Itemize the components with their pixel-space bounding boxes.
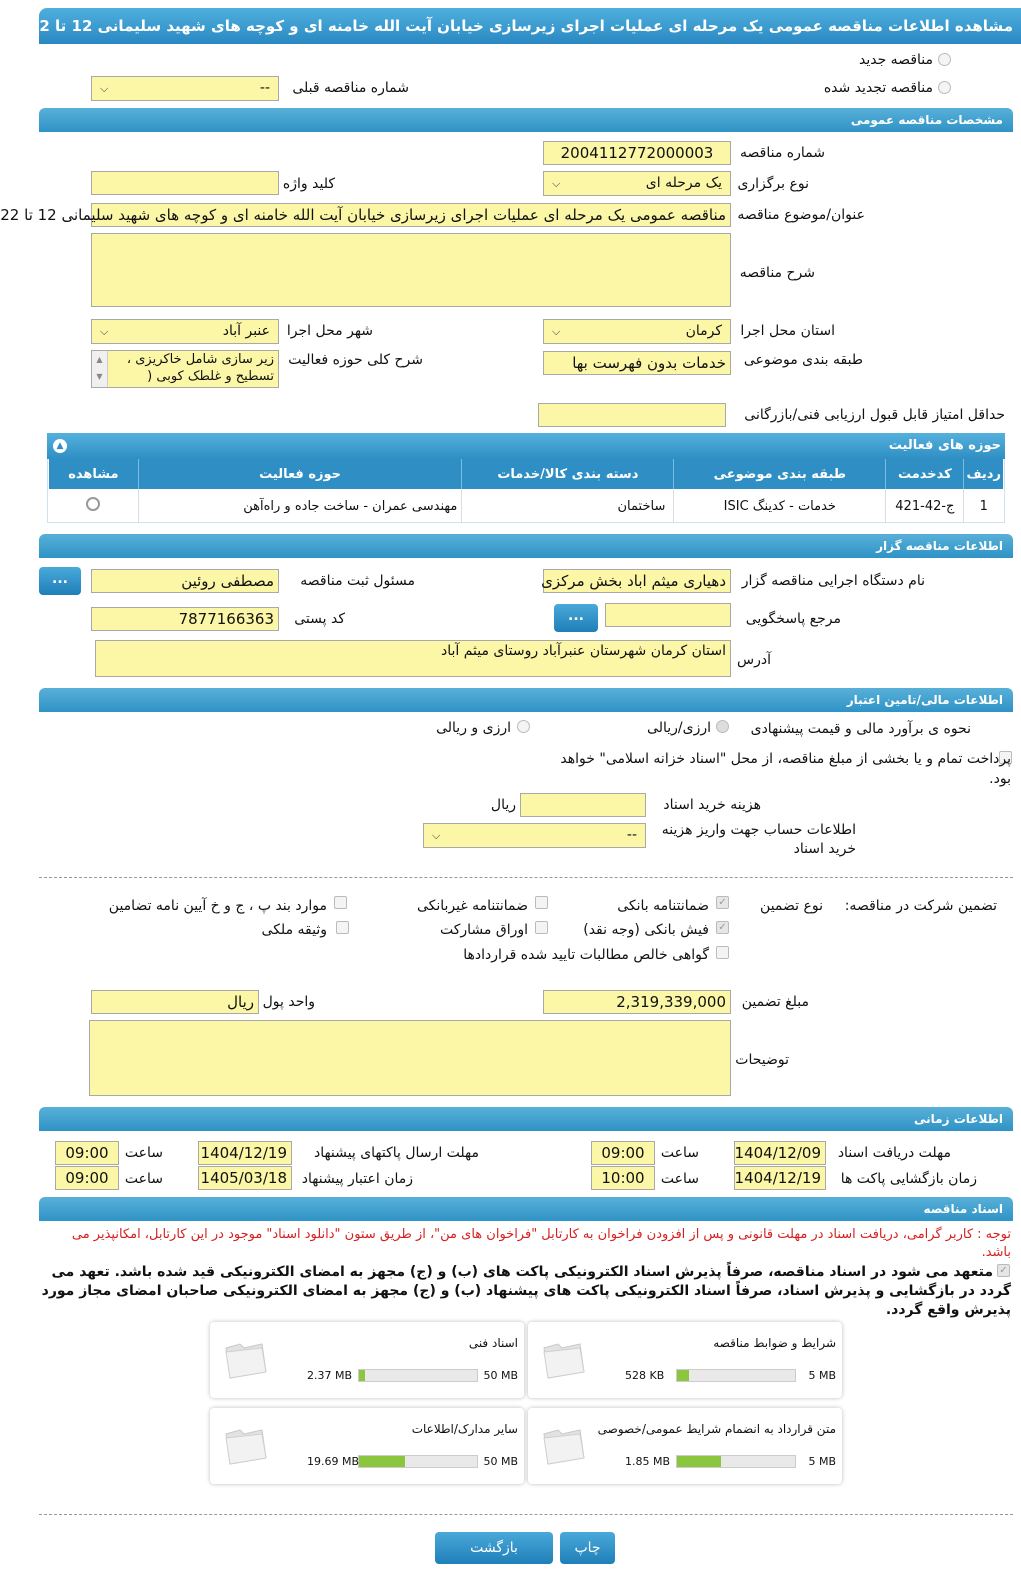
doc-card[interactable] bbox=[528, 1322, 842, 1398]
cell-view[interactable] bbox=[49, 489, 138, 523]
doc-name: سایر مدارک/اطلاعات bbox=[411, 1422, 518, 1436]
chevron-down-icon: ⌵ bbox=[100, 325, 109, 338]
account-value: -- bbox=[626, 827, 637, 843]
treasury-text: پرداخت تمام و یا بخشی از مبلغ مناقصه، از محل "اسناد خزانه اسلامی" خواهد بود. bbox=[560, 751, 1011, 787]
folder-icon bbox=[222, 1336, 268, 1382]
doc-fee-unit: ریال bbox=[490, 797, 516, 813]
progress-fill bbox=[677, 1456, 721, 1467]
validity-date: 1405/03/18 bbox=[198, 1166, 292, 1190]
col-field: حوزه فعالیت bbox=[138, 459, 462, 489]
print-button[interactable]: چاپ bbox=[560, 1532, 615, 1564]
doc-name: اسناد فنی bbox=[468, 1336, 518, 1350]
city-label: شهر محل اجرا bbox=[286, 323, 373, 339]
activity-desc-field bbox=[91, 350, 279, 388]
doc-card[interactable] bbox=[528, 1408, 842, 1484]
subject-label: عنوان/موضوع مناقصه bbox=[737, 207, 865, 223]
non-bank-guarantee-label: ضمانتنامه غیربانکی bbox=[416, 898, 528, 914]
col-row: ردیف bbox=[964, 459, 1003, 489]
ref-more-button[interactable]: ... bbox=[554, 604, 598, 632]
claims-checkbox[interactable] bbox=[716, 946, 729, 959]
property-checkbox[interactable] bbox=[336, 921, 349, 934]
bonds-checkbox[interactable] bbox=[535, 921, 548, 934]
guarantee-title: تضمین شرکت در مناقصه: bbox=[844, 898, 997, 914]
doc-fee-field bbox=[520, 793, 646, 817]
chevron-down-icon: ⌵ bbox=[432, 829, 441, 842]
cell-category: خدمات - کدینگ ISIC bbox=[674, 489, 886, 523]
chevron-down-icon: ⌵ bbox=[100, 82, 109, 95]
both-radio[interactable] bbox=[517, 720, 530, 733]
doc-max-size: 5 MB bbox=[808, 1455, 836, 1468]
holding-type-label: نوع برگزاری bbox=[737, 176, 809, 192]
registrar-more-button[interactable]: ... bbox=[39, 567, 81, 595]
commitment-text: متعهد می شود در اسناد مناقصه، صرفاً پذیرش اسناد الکترونیکی پاکت های (ب) و (ج) مجهز به امضای الکترونیکی قید شده باشد. تعهد می گردد در بازگشایی و پذیرش اسناد، صرفاً اسناد الکترونیکی پاکت های پیشنهاد (ب) و (ج) مجهز به امضای الکترونیکی صاحبان امضای مجاز مورد پذیرش واقع گردد. bbox=[41, 1264, 1011, 1318]
non-bank-guarantee-checkbox[interactable] bbox=[535, 896, 548, 909]
timing-section-header: اطلاعات زمانی bbox=[39, 1107, 1013, 1131]
renewed-tender-label: مناقصه تجدید شده bbox=[823, 80, 933, 96]
bonds-label: اوراق مشارکت bbox=[439, 922, 528, 938]
cell-row: 1 bbox=[964, 489, 1003, 523]
validity-time: 09:00 bbox=[55, 1166, 119, 1190]
validity-label: زمان اعتبار پیشنهاد bbox=[301, 1171, 413, 1187]
postal-field: 7877166363 bbox=[91, 607, 279, 631]
send-deadline-time: 09:00 bbox=[55, 1141, 119, 1165]
prev-tender-select[interactable] bbox=[91, 76, 279, 101]
col-group: دسته بندی کالا/خدمات bbox=[462, 459, 674, 489]
new-tender-radio[interactable] bbox=[938, 53, 951, 66]
description-field bbox=[91, 233, 731, 307]
col-view: مشاهده bbox=[68, 466, 119, 482]
doc-card[interactable] bbox=[210, 1408, 524, 1484]
divider bbox=[39, 1514, 1013, 1515]
doc-name: شرایط و ضوابط مناقصه bbox=[713, 1336, 836, 1350]
clauses-label: موارد بند پ ، ج و خ آیین نامه تضامین bbox=[108, 898, 327, 914]
min-score-label: حداقل امتیاز قابل قبول ارزیابی فنی/بازرگانی bbox=[744, 407, 1005, 423]
holding-type-select[interactable] bbox=[543, 171, 731, 196]
new-tender-label: مناقصه جدید bbox=[858, 52, 933, 68]
activities-header bbox=[47, 433, 1005, 459]
progress-fill bbox=[359, 1456, 405, 1467]
doc-deadline-date: 1404/12/09 bbox=[734, 1141, 826, 1165]
bank-receipt-label: فیش بانکی (وجه نقد) bbox=[583, 922, 709, 938]
description-label: شرح مناقصه bbox=[739, 265, 815, 281]
doc-max-size: 50 MB bbox=[483, 1369, 518, 1382]
chevron-down-icon: ⌵ bbox=[552, 325, 561, 338]
min-score-field bbox=[538, 403, 726, 427]
address-label: آدرس bbox=[737, 652, 771, 668]
progress-fill bbox=[677, 1370, 689, 1381]
doc-name: متن قرارداد به انضمام شرایط عمومی/خصوصی bbox=[597, 1422, 836, 1436]
doc-size: 19.69 MB bbox=[307, 1455, 360, 1468]
activity-desc-value: زیر سازی شامل خاکریزی ، تسطیح و غلطک کوبی ( bbox=[126, 352, 274, 384]
table-row bbox=[49, 489, 1003, 523]
renewed-tender-radio[interactable] bbox=[938, 81, 951, 94]
activities-table bbox=[49, 459, 1003, 523]
doc-max-size: 5 MB bbox=[808, 1369, 836, 1382]
collapse-icon[interactable]: ▲ bbox=[53, 439, 67, 453]
opening-time: 10:00 bbox=[591, 1166, 655, 1190]
documents-section-header: اسناد مناقصه bbox=[39, 1197, 1013, 1221]
folder-icon bbox=[222, 1422, 268, 1468]
back-button[interactable]: بازگشت bbox=[435, 1532, 553, 1564]
claims-label: گواهی خالص مطالبات تایید شده قراردادها bbox=[463, 947, 709, 963]
send-deadline-date: 1404/12/19 bbox=[198, 1141, 292, 1165]
progress-bar bbox=[358, 1369, 478, 1382]
city-select[interactable] bbox=[91, 319, 279, 344]
progress-bar bbox=[358, 1455, 478, 1468]
doc-deadline-time: 09:00 bbox=[591, 1141, 655, 1165]
rial-option-label: ارزی/ریالی bbox=[647, 720, 711, 736]
cell-group: ساختمان bbox=[462, 489, 674, 523]
financial-section-header: اطلاعات مالی/تامین اعتبار bbox=[39, 688, 1013, 712]
doc-size: 2.37 MB bbox=[307, 1369, 353, 1382]
address-field: استان کرمان شهرستان عنبرآباد روستای میثم آباد bbox=[95, 640, 731, 677]
postal-label: کد پستی bbox=[294, 611, 345, 627]
doc-card[interactable] bbox=[210, 1322, 524, 1398]
currency-label: واحد پول bbox=[262, 994, 315, 1010]
progress-fill bbox=[359, 1370, 365, 1381]
ref-field bbox=[605, 603, 731, 627]
org-field: دهیاری میثم اباد بخش مرکزی bbox=[543, 569, 731, 593]
notes-label: توضیحات bbox=[735, 1052, 789, 1068]
time-label: ساعت bbox=[124, 1145, 163, 1161]
doc-fee-label: هزینه خرید اسناد bbox=[663, 797, 761, 813]
col-category: طبقه بندی موضوعی bbox=[674, 459, 886, 489]
doc-max-size: 50 MB bbox=[483, 1455, 518, 1468]
amount-label: مبلغ تضمین bbox=[741, 994, 809, 1010]
registrar-label: مسئول ثبت مناقصه bbox=[300, 573, 415, 589]
notes-field bbox=[89, 1020, 731, 1096]
divider bbox=[39, 877, 1013, 878]
prev-tender-value: -- bbox=[259, 80, 270, 96]
commitment-checkbox: ✓ bbox=[997, 1264, 1010, 1277]
time-label: ساعت bbox=[660, 1171, 699, 1187]
activities-title: حوزه های فعالیت bbox=[888, 438, 1001, 453]
ref-label: مرجع پاسخگویی bbox=[745, 611, 841, 627]
bank-guarantee-checkbox[interactable]: ✓ bbox=[716, 896, 729, 909]
scrollbar[interactable]: ▲ ▼ bbox=[92, 351, 108, 387]
doc-deadline-label: مهلت دریافت اسناد bbox=[837, 1145, 951, 1161]
property-label: وثیقه ملکی bbox=[261, 922, 327, 938]
tender-number-field: 2004112772000003 bbox=[543, 141, 731, 165]
subject-field: مناقصه عمومی یک مرحله ای عملیات اجرای زیرسازی خیابان آیت الله خامنه ای و کوچه های شهید سلیمانی 12 تا 22 bbox=[91, 203, 731, 227]
category-field: خدمات بدون فهرست بها bbox=[543, 351, 731, 375]
amount-field: 2,319,339,000 bbox=[543, 990, 731, 1014]
bank-guarantee-label: ضمانتنامه بانکی bbox=[617, 898, 709, 914]
magnifier-icon[interactable] bbox=[86, 497, 100, 511]
tender-number-label: شماره مناقصه bbox=[740, 145, 825, 161]
page-title: مشاهده اطلاعات مناقصه عمومی یک مرحله ای عملیات اجرای زیرسازی خیابان آیت الله خامنه ای و کوچه های شهید سلیمانی 12 تا 22 bbox=[39, 8, 1021, 44]
org-label: نام دستگاه اجرایی مناقصه گزار bbox=[741, 573, 925, 589]
category-label: طبقه بندی موضوعی bbox=[743, 352, 863, 368]
time-label: ساعت bbox=[124, 1171, 163, 1187]
folder-icon bbox=[540, 1422, 586, 1468]
folder-icon bbox=[540, 1336, 586, 1382]
city-value: عنبر آباد bbox=[222, 323, 270, 339]
prev-tender-label: شماره مناقصه قبلی bbox=[292, 80, 409, 96]
province-value: کرمان bbox=[685, 323, 722, 339]
cell-field: مهندسی عمران - ساخت جاده و راه‌آهن bbox=[138, 489, 462, 523]
keyword-field[interactable] bbox=[91, 171, 279, 195]
keyword-label: کلید واژه bbox=[282, 176, 335, 192]
both-option-label: ارزی و ریالی bbox=[436, 720, 511, 736]
bank-receipt-checkbox[interactable]: ✓ bbox=[716, 921, 729, 934]
opening-date: 1404/12/19 bbox=[734, 1166, 826, 1190]
account-select[interactable] bbox=[423, 823, 646, 848]
progress-bar bbox=[676, 1369, 796, 1382]
progress-bar bbox=[676, 1455, 796, 1468]
estimate-label: نحوه ی برآورد مالی و قیمت پیشنهادی bbox=[750, 721, 971, 737]
province-label: استان محل اجرا bbox=[740, 323, 835, 339]
clauses-checkbox[interactable] bbox=[334, 896, 347, 909]
opening-label: زمان بازگشایی پاکت ها bbox=[840, 1171, 977, 1187]
currency-field: ریال bbox=[91, 990, 259, 1014]
cell-code: ج-42-421 bbox=[886, 489, 964, 523]
province-select[interactable] bbox=[543, 319, 731, 344]
time-label: ساعت bbox=[660, 1145, 699, 1161]
chevron-down-icon: ⌵ bbox=[552, 177, 561, 190]
registrar-field: مصطفی روئین bbox=[91, 569, 279, 593]
guarantee-type-label: نوع تضمین bbox=[760, 898, 823, 914]
table-header-row bbox=[49, 459, 1003, 489]
activity-desc-label: شرح کلی حوزه فعالیت bbox=[288, 352, 423, 368]
doc-size: 528 KB bbox=[625, 1369, 665, 1382]
send-deadline-label: مهلت ارسال پاکتهای پیشنهاد bbox=[313, 1145, 479, 1161]
notice-text: توجه : کاربر گرامی، دریافت اسناد در مهلت قانونی و پس از افزودن فراخوان به کارتابل "فراخوان های من"، از طریق ستون "دانلود اسناد" موجود در این کارتابل، امکانپذیر می باشد. bbox=[71, 1227, 1011, 1260]
organizer-section-header: اطلاعات مناقصه گزار bbox=[39, 534, 1013, 558]
account-label: اطلاعات حساب جهت واریز هزینه خرید اسناد bbox=[661, 822, 856, 857]
holding-type-value: یک مرحله ای bbox=[645, 175, 722, 191]
col-code: کدخدمت bbox=[886, 459, 964, 489]
rial-radio[interactable] bbox=[716, 720, 729, 733]
doc-size: 1.85 MB bbox=[625, 1455, 671, 1468]
general-section-header: مشخصات مناقصه عمومی bbox=[39, 108, 1013, 132]
